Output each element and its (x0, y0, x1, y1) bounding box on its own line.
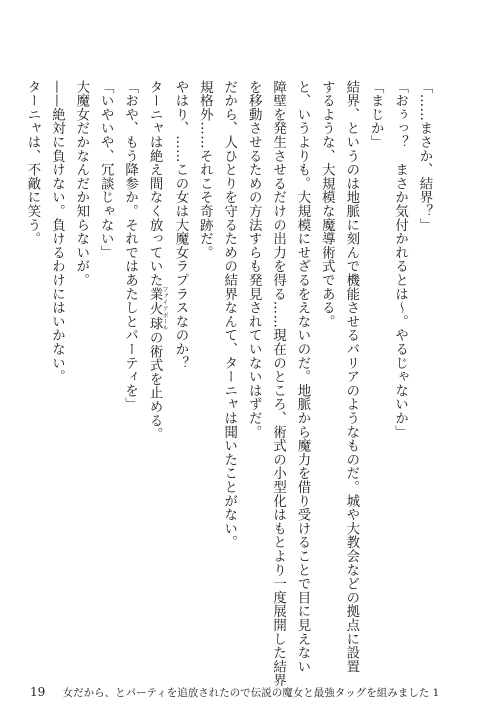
running-title: 女だから、とパーティを追放されたので伝説の魔女と最強タッグを組みました 1 (62, 687, 440, 699)
text-line: 「おや、もう降参か。それではあたしとパーティを」 (122, 80, 138, 412)
text-line: 結界、というのは地脈に刻んで機能させるバリアのようなものだ。城や大教会などの拠点に設置 (343, 80, 359, 674)
page-footer (30, 685, 439, 700)
text-line: 「いやいや、冗談じゃない」 (98, 80, 114, 260)
text-line: と、いうよりも。大規模にせざるをえないのだ。地脈から魔力を借り受けることで目に見えない (294, 80, 310, 674)
page-number: 19 (30, 685, 46, 699)
text-line: ——絶対に負けない。負けるわけにはいかない。 (49, 80, 65, 384)
text-line: 「おぅっ？ まさか気付かれるとは〜。やるじゃないか」 (392, 80, 408, 439)
text-line: 規格外……それこそ奇跡だ。 (197, 80, 213, 260)
text-line: を移動させるための方法すらも発見されていないはずだ。 (246, 80, 262, 439)
ruby-word: 業火球 ファイアボール (147, 286, 169, 332)
text-line: やはり、……この女は大魔女ラプラスなのか？ (172, 80, 188, 370)
ruby-reading: ファイアボール (161, 286, 169, 332)
text-line: 「まじか」 (368, 80, 384, 149)
text-line: ターニャは絶え間なく放っていた業火球 ファイアボールの術式を止める。 (147, 80, 169, 442)
text-line: 大魔女だかなんだか知らないが。 (73, 80, 89, 287)
text-line: するような、大規模な魔導術式である。 (319, 80, 335, 329)
text-line: だから、人ひとりを守るための結界なんて、ターニャは聞いたことがない。 (221, 80, 237, 550)
vertical-text-body (20, 80, 436, 688)
text-line: 「……まさか、結界？」 (417, 80, 432, 232)
text-line: ターニャは、不敵に笑う。 (25, 80, 40, 246)
text-line: 障壁を発生させるだけの出力を得る……現在のところ、術式の小型化はもとより一度展開した結界 (270, 80, 286, 688)
